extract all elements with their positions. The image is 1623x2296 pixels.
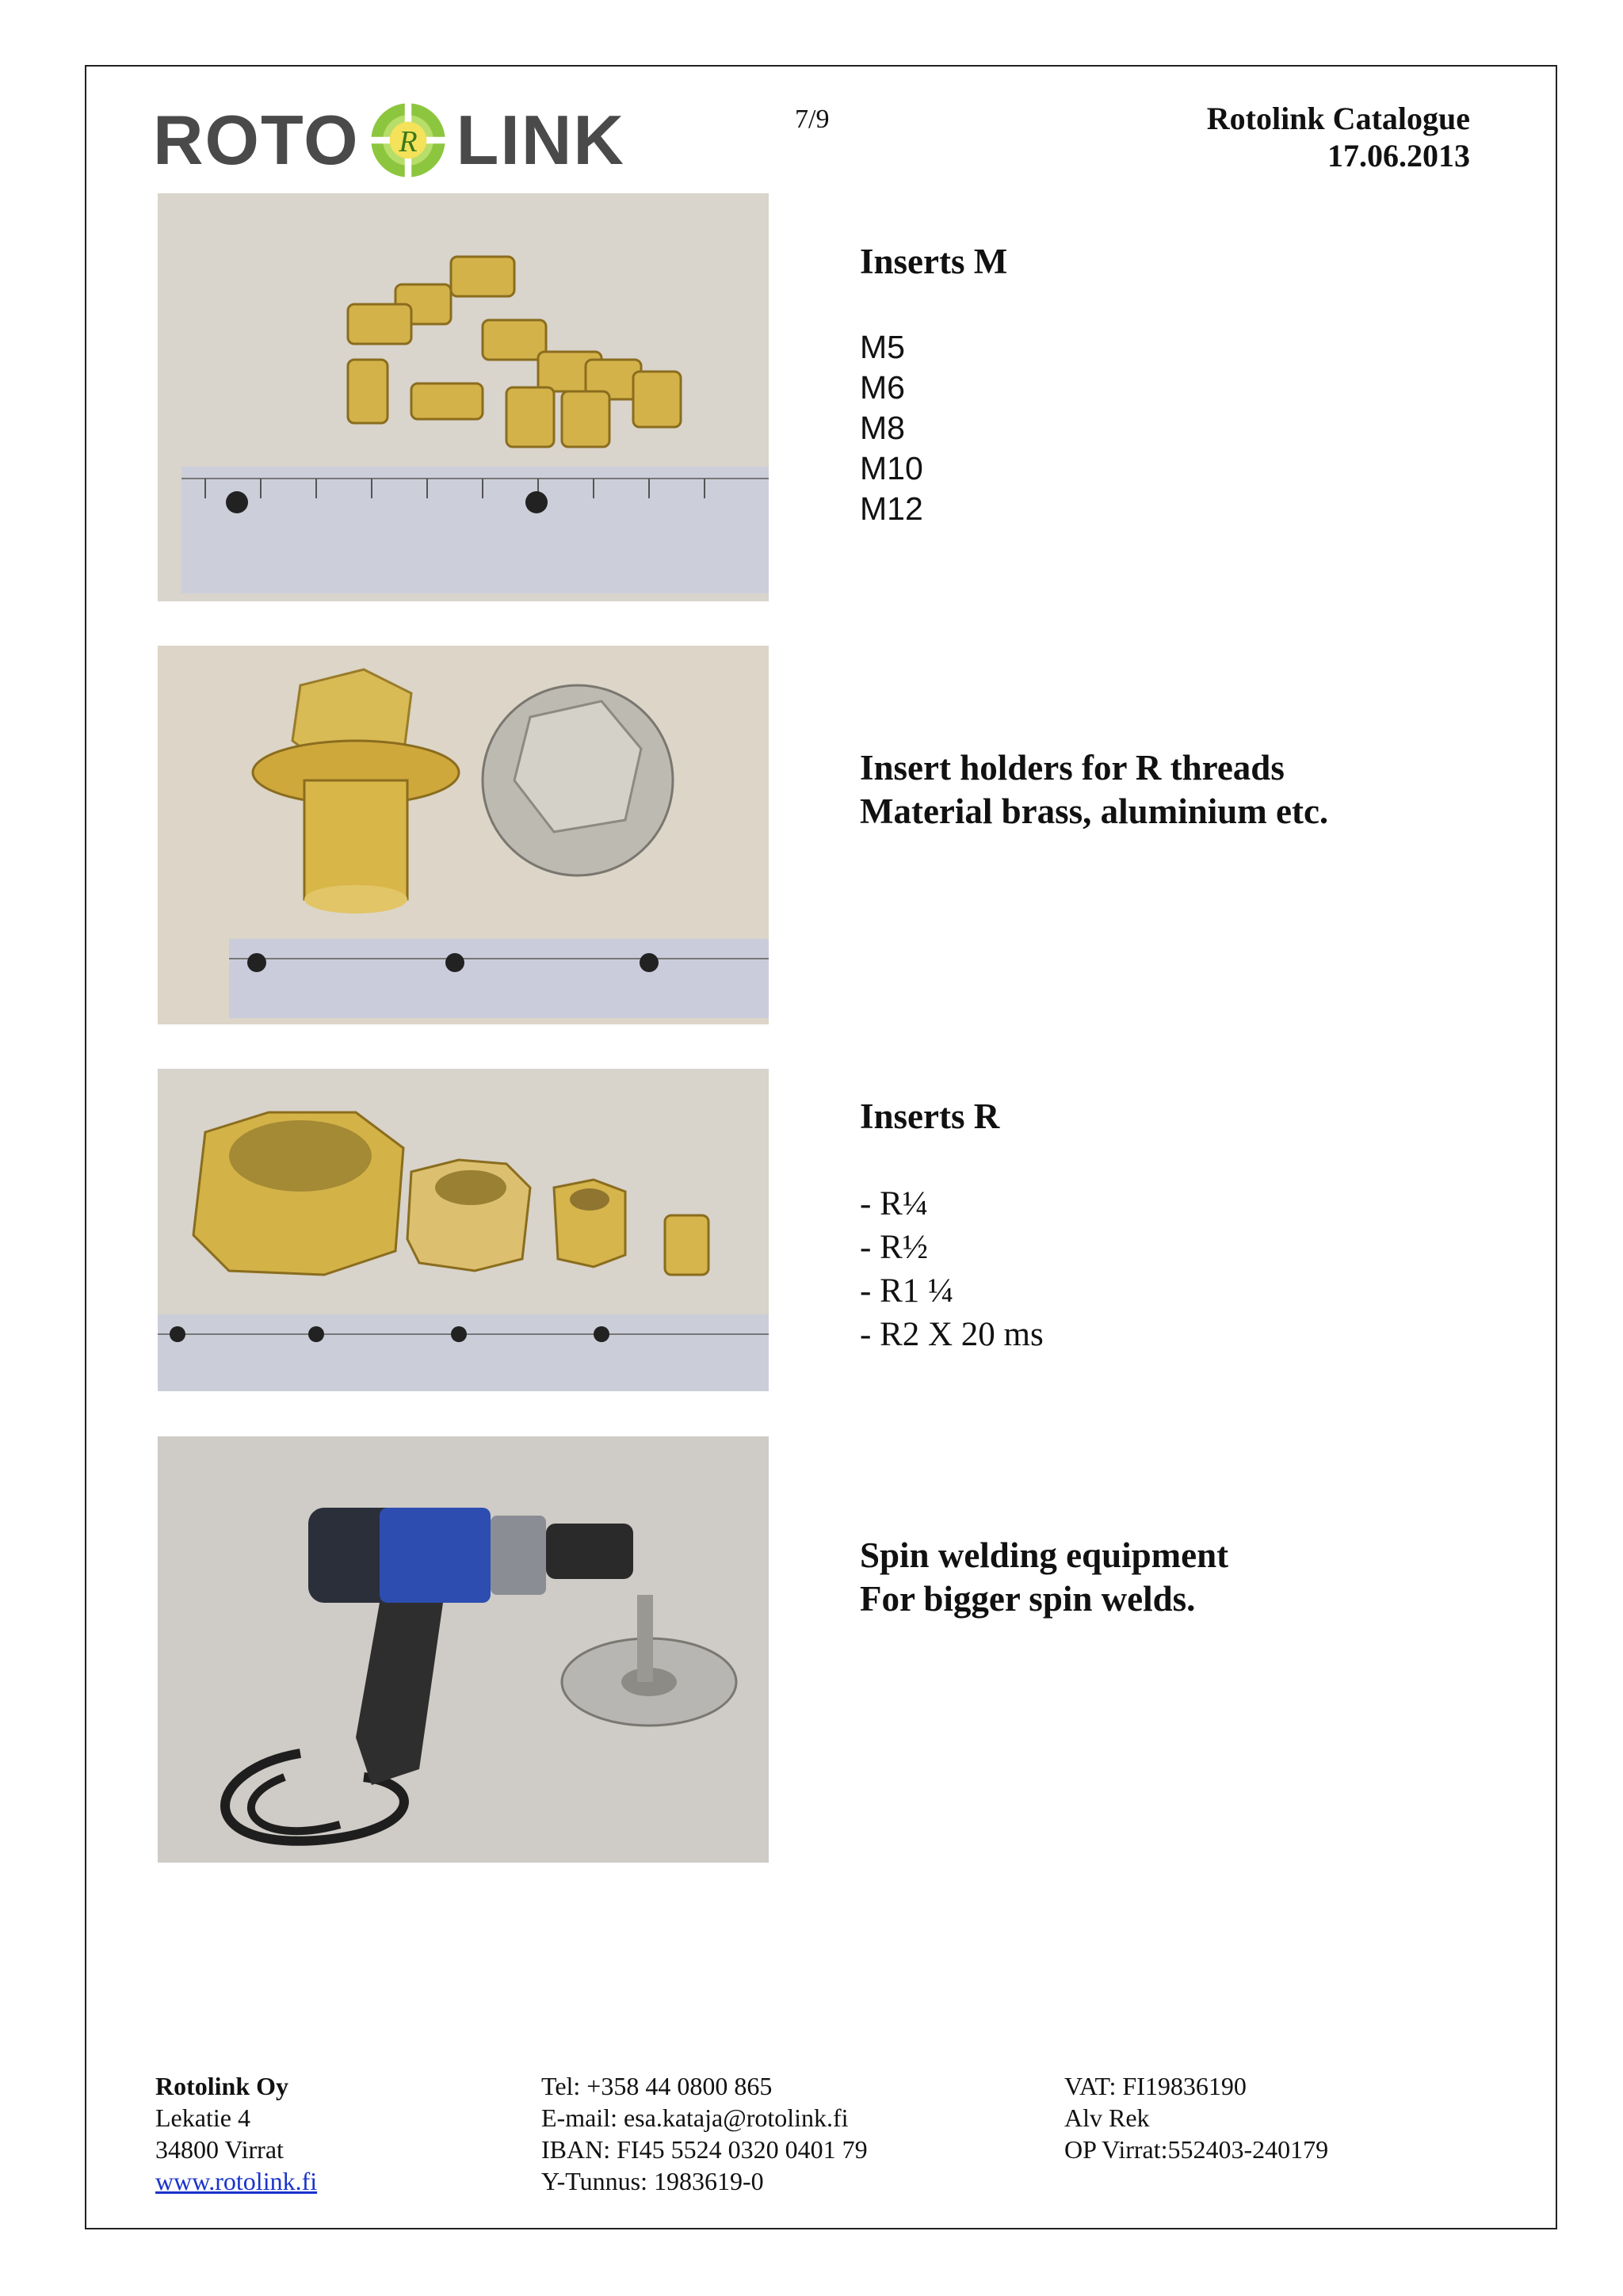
logo-text-right: LINK	[456, 101, 625, 179]
list-item: M6	[860, 369, 905, 406]
inserts-r-size-list	[860, 1182, 1044, 1356]
footer-op: OP Virrat:552403-240179	[1064, 2135, 1329, 2164]
section-title-insert-holders	[860, 746, 1328, 833]
section-title-line: For bigger spin welds.	[860, 1579, 1196, 1619]
section-title-line: Insert holders for R threads	[860, 748, 1285, 788]
footer-tax	[1064, 2070, 1328, 2165]
footer-contact	[541, 2070, 868, 2197]
photo-inserts-r	[158, 1069, 769, 1391]
list-item: M12	[860, 490, 923, 527]
photo-inserts-m	[158, 193, 769, 601]
section-title-line: Material brass, aluminium etc.	[860, 791, 1329, 831]
footer-city: 34800 Virrat	[155, 2135, 284, 2164]
section-title-inserts-r: Inserts R	[860, 1097, 1000, 1136]
list-item: M8	[860, 410, 905, 446]
list-item: - R¼	[860, 1185, 928, 1222]
footer-email: E-mail: esa.kataja@rotolink.fi	[541, 2103, 849, 2132]
list-item: - R1 ¼	[860, 1272, 954, 1310]
photo-insert-holders	[158, 646, 769, 1024]
list-item: - R½	[860, 1229, 928, 1266]
list-item: M5	[860, 329, 905, 365]
logo-mark-icon	[366, 98, 450, 182]
footer-alv: Alv Rek	[1064, 2103, 1150, 2132]
footer-tel: Tel: +358 44 0800 865	[541, 2072, 773, 2100]
list-item: M10	[860, 450, 923, 486]
catalogue-date: 17.06.2013	[1327, 138, 1470, 174]
catalogue-title: Rotolink Catalogue	[1206, 101, 1470, 136]
section-title-inserts-m: Inserts M	[860, 242, 1008, 281]
footer-website-link[interactable]: www.rotolink.fi	[155, 2167, 318, 2195]
footer-vat: VAT: FI19836190	[1064, 2072, 1247, 2100]
footer-address	[155, 2070, 317, 2197]
catalogue-header	[1207, 100, 1470, 174]
footer-ytunnus: Y-Tunnus: 1983619-0	[541, 2167, 764, 2195]
footer-company: Rotolink Oy	[155, 2072, 289, 2100]
logo-text-left: ROTO	[153, 101, 360, 179]
section-title-line: Spin welding equipment	[860, 1535, 1229, 1575]
footer-iban: IBAN: FI45 5524 0320 0401 79	[541, 2135, 868, 2164]
list-item: - R2 X 20 ms	[860, 1316, 1044, 1353]
page-number: 7/9	[795, 105, 830, 134]
rotolink-logo	[153, 101, 625, 179]
section-title-spin-welding	[860, 1534, 1228, 1621]
logo-mark-letter: R	[398, 124, 418, 158]
photo-spin-welding-equipment	[158, 1436, 769, 1863]
inserts-m-size-list	[860, 327, 923, 529]
footer-street: Lekatie 4	[155, 2103, 250, 2132]
